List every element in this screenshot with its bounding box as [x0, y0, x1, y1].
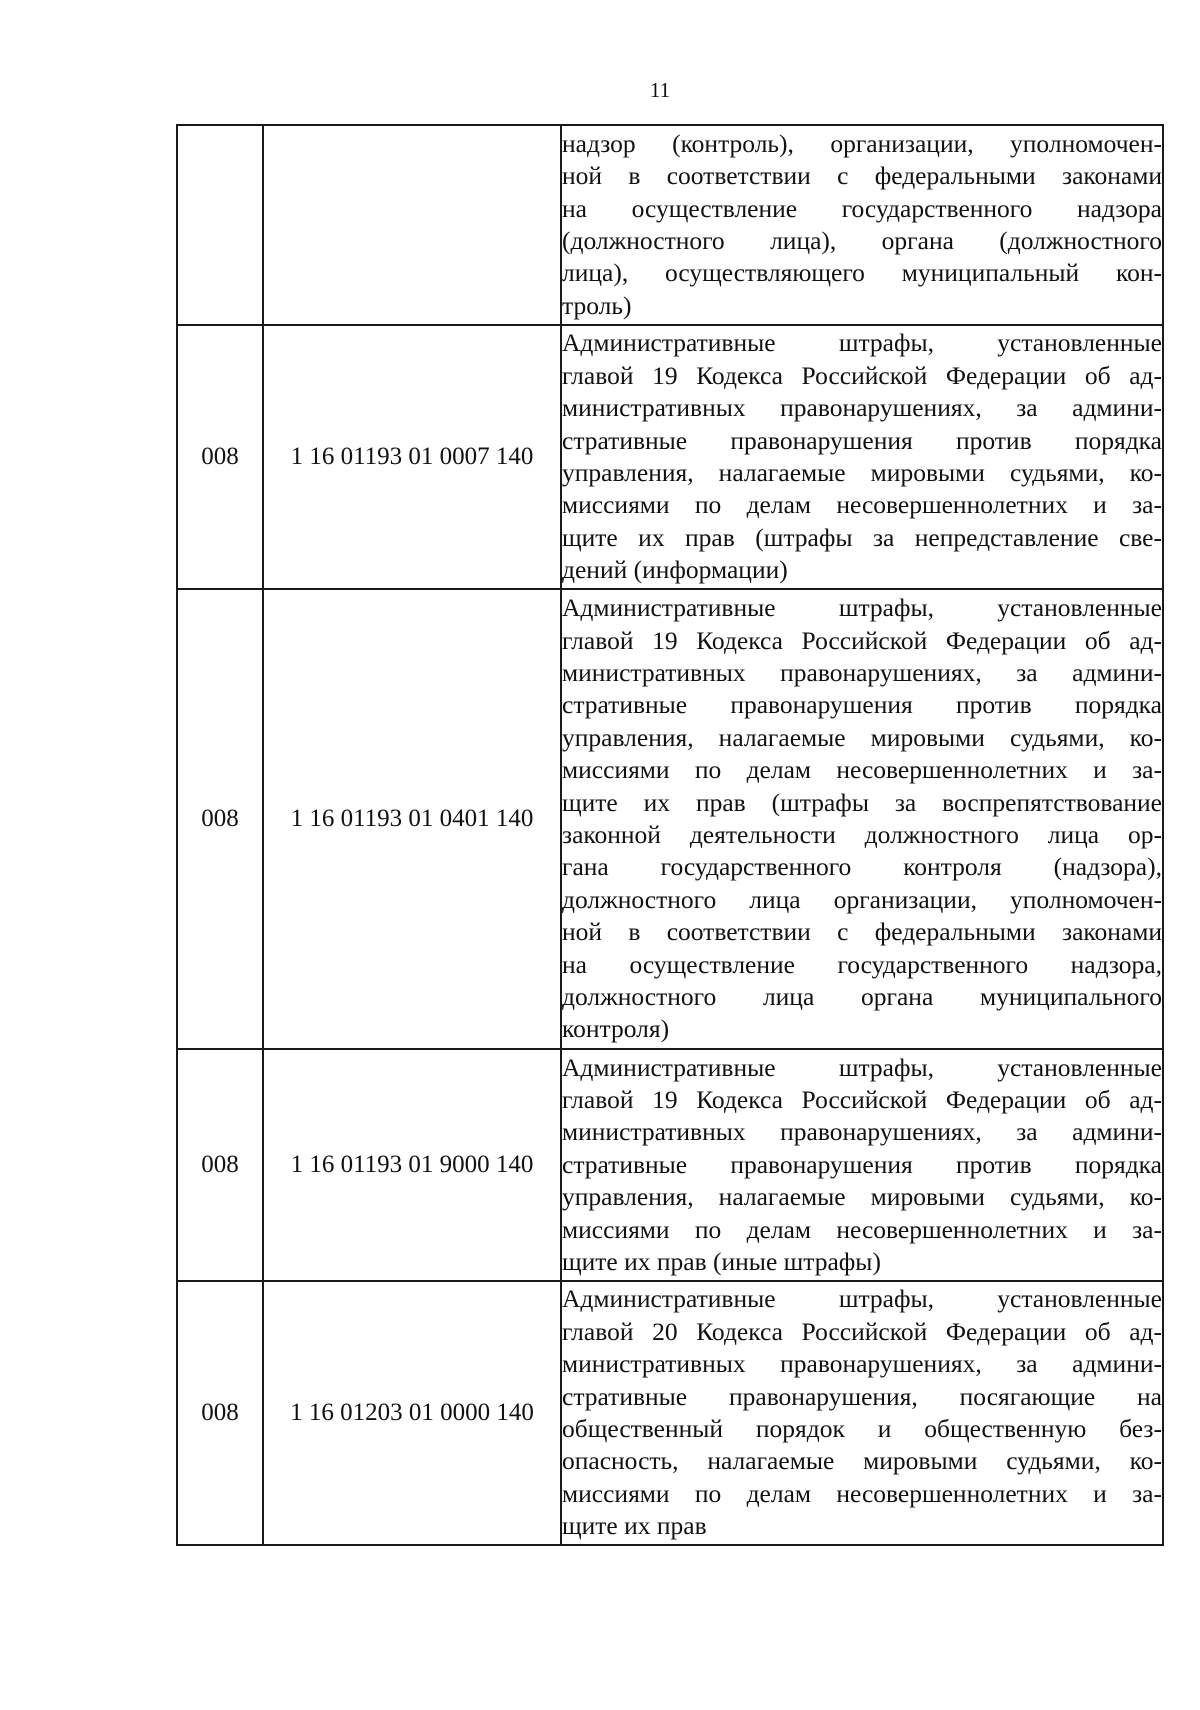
- description-line: ной в соответствии с федеральными законами: [562, 161, 1162, 191]
- description-line: министративных правонарушениях, за админи-: [562, 1349, 1162, 1379]
- admin-code-cell: [177, 125, 263, 325]
- description-line: стративные правонарушения против порядка: [562, 690, 1162, 720]
- description-line: (должностного лица), органа (должностного: [562, 226, 1162, 255]
- revenue-codes-table: [176, 124, 1164, 1546]
- description-line: троль): [562, 290, 632, 320]
- description-line: управления, налагаемые мировыми судьями, ко-: [562, 1182, 1162, 1212]
- description-line: опасность, налагаемые мировыми судьями, ко-: [562, 1446, 1162, 1476]
- table-row: [177, 589, 1163, 1049]
- description-cell: [561, 325, 1163, 589]
- description-cell: [561, 1049, 1163, 1281]
- page-number: 11: [649, 78, 671, 102]
- description-line: стративные правонарушения против порядка: [562, 1149, 1162, 1179]
- kbk-code-cell: [263, 125, 561, 325]
- description-line: главой 20 Кодекса Российской Федерации об ад-: [562, 1316, 1162, 1346]
- description-line: Административные штрафы, установленные: [562, 593, 1162, 623]
- table-row: [177, 125, 1163, 325]
- description-line: министративных правонарушениях, за админи-: [562, 657, 1162, 687]
- admin-code-cell: 008: [177, 1281, 263, 1545]
- description-line: дений (информации): [562, 555, 788, 585]
- table-row: [177, 1281, 1163, 1545]
- admin-code-cell: 008: [177, 1049, 263, 1281]
- description-line: главой 19 Кодекса Российской Федерации об ад-: [562, 360, 1162, 390]
- description-line: Административные штрафы, установленные: [562, 1052, 1162, 1082]
- description-line: стративные правонарушения, посягающие на: [562, 1381, 1162, 1411]
- description-line: управления, налагаемые мировыми судьями, ко-: [562, 722, 1162, 752]
- description-line: управления, налагаемые мировыми судьями, ко-: [562, 458, 1162, 487]
- description-line: Административные штрафы, установленные: [562, 1284, 1162, 1314]
- description-line: должностного лица организации, уполномочен-: [562, 884, 1162, 914]
- description-line: надзор (контроль), организации, уполномочен-: [562, 128, 1162, 158]
- description-line: миссиями по делам несовершеннолетних и за-: [562, 490, 1162, 520]
- table-row: [177, 325, 1163, 589]
- description-line: главой 19 Кодекса Российской Федерации об ад-: [562, 1084, 1162, 1114]
- description-line: министративных правонарушениях, за админи-: [562, 393, 1162, 423]
- description-cell: [561, 1281, 1163, 1545]
- kbk-code-cell: 1 16 01203 01 0000 140: [263, 1281, 561, 1545]
- description-line: миссиями по делам несовершеннолетних и за-: [562, 1214, 1162, 1244]
- kbk-code-cell: 1 16 01193 01 0007 140: [263, 325, 561, 589]
- admin-code-cell: 008: [177, 589, 263, 1049]
- description-cell: [561, 125, 1163, 325]
- description-line: Административные штрафы, установленные: [562, 328, 1162, 358]
- description-line: стративные правонарушения против порядка: [562, 425, 1162, 455]
- description-line: миссиями по делам несовершеннолетних и за-: [562, 755, 1162, 785]
- kbk-code-cell: 1 16 01193 01 9000 140: [263, 1049, 561, 1281]
- description-line: министративных правонарушениях, за админи-: [562, 1117, 1162, 1147]
- description-line: общественный порядок и общественную без-: [562, 1414, 1162, 1443]
- description-cell: [561, 589, 1163, 1049]
- description-line: главой 19 Кодекса Российской Федерации об ад-: [562, 625, 1162, 655]
- admin-code-cell: 008: [177, 325, 263, 589]
- description-line: лица), осуществляющего муниципальный кон-: [562, 258, 1162, 288]
- kbk-code-cell: 1 16 01193 01 0401 140: [263, 589, 561, 1049]
- description-line: щите их прав (иные штрафы): [562, 1247, 881, 1277]
- description-line: щите их прав (штрафы за непредставление све-: [562, 522, 1162, 552]
- table-row: [177, 1049, 1163, 1281]
- description-line: на осуществление государственного надзора: [562, 193, 1162, 223]
- description-line: законной деятельности должностного лица ор-: [562, 820, 1162, 849]
- description-line: щите их прав: [562, 1511, 707, 1541]
- description-line: контроля): [562, 1014, 670, 1044]
- description-line: на осуществление государственного надзора,: [562, 949, 1162, 979]
- description-line: ной в соответствии с федеральными законами: [562, 917, 1162, 947]
- description-line: миссиями по делам несовершеннолетних и за-: [562, 1478, 1162, 1508]
- description-line: гана государственного контроля (надзора),: [562, 852, 1162, 882]
- description-line: должностного лица органа муниципального: [562, 982, 1162, 1012]
- description-line: щите их прав (штрафы за воспрепятствование: [562, 787, 1162, 817]
